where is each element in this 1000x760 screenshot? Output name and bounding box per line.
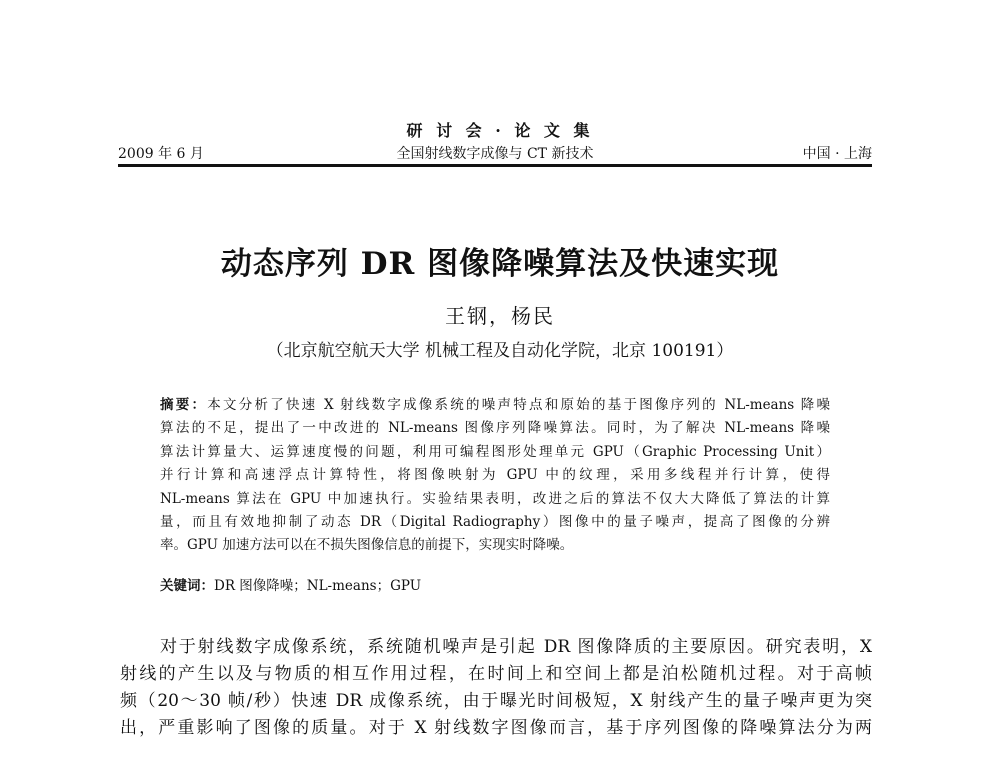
abstract-line: 量，而且有效地抑制了动态 DR（Digital Radiography）图像中的量子噪声，提高了图像的分辨 (160, 513, 830, 530)
body-text (120, 634, 872, 742)
header-date: 2009 年 6 月 (118, 146, 204, 162)
body-line: 对于射线数字成像系统，系统随机噪声是引起 DR 图像降质的主要原因。研究表明，X (160, 637, 872, 657)
running-header (118, 141, 872, 161)
abstract-line: 算法计算量大、运算速度慢的问题，利用可编程图形处理单元 GPU（Graphic Processing Unit） (160, 443, 830, 460)
authors: 王钢，杨民 (445, 304, 555, 328)
body-line: 频（20～30 帧/秒）快速 DR 成像系统，由于曝光时间极短，X 射线产生的量子噪声更为突 (120, 691, 872, 711)
abstract-text: 本文分析了快速 X 射线数字成像系统的噪声特点和原始的基于图像序列的 NL-means 降噪 (207, 397, 830, 413)
abstract-line: 率。GPU 加速方法可以在不损失图像信息的前提下，实现实时降噪。 (160, 537, 574, 554)
keywords-label: 关键词： (160, 578, 214, 594)
abstract-label: 摘要： (160, 397, 208, 413)
body-line: 出，严重影响了图像的质量。对于 X 射线数字图像而言，基于序列图像的降噪算法分为两 (120, 718, 872, 738)
keywords (160, 574, 830, 594)
body-line: 射线的产生以及与物质的相互作用过程，在时间上和空间上都是泊松随机过程。对于高帧 (120, 664, 872, 684)
abstract-line: NL-means 算法在 GPU 中加速执行。实验结果表明，改进之后的算法不仅大大降低了算法的计算 (160, 490, 830, 507)
paper-title: 动态序列 DR 图像降噪算法及快速实现 (220, 246, 780, 282)
abstract (160, 394, 830, 558)
keywords-value: DR 图像降噪；NL-means；GPU (214, 578, 422, 594)
header-divider (118, 164, 872, 167)
abstract-line: 算法的不足，提出了一中改进的 NL-means 图像序列降噪算法。同时，为了解决 NL-means 降噪 (160, 420, 830, 437)
abstract-line (160, 394, 830, 417)
conference-title: 研 讨 会 · 论 文 集 (406, 121, 594, 140)
affiliation: （北京航空航天大学 机械工程及自动化学院，北京 100191） (266, 341, 734, 361)
header-location: 中国 · 上海 (802, 146, 872, 162)
header-series: 全国射线数字成像与 CT 新技术 (396, 146, 594, 162)
abstract-line: 并行计算和高速浮点计算特性，将图像映射为 GPU 中的纹理，采用多线程并行计算，使得 (160, 467, 830, 484)
